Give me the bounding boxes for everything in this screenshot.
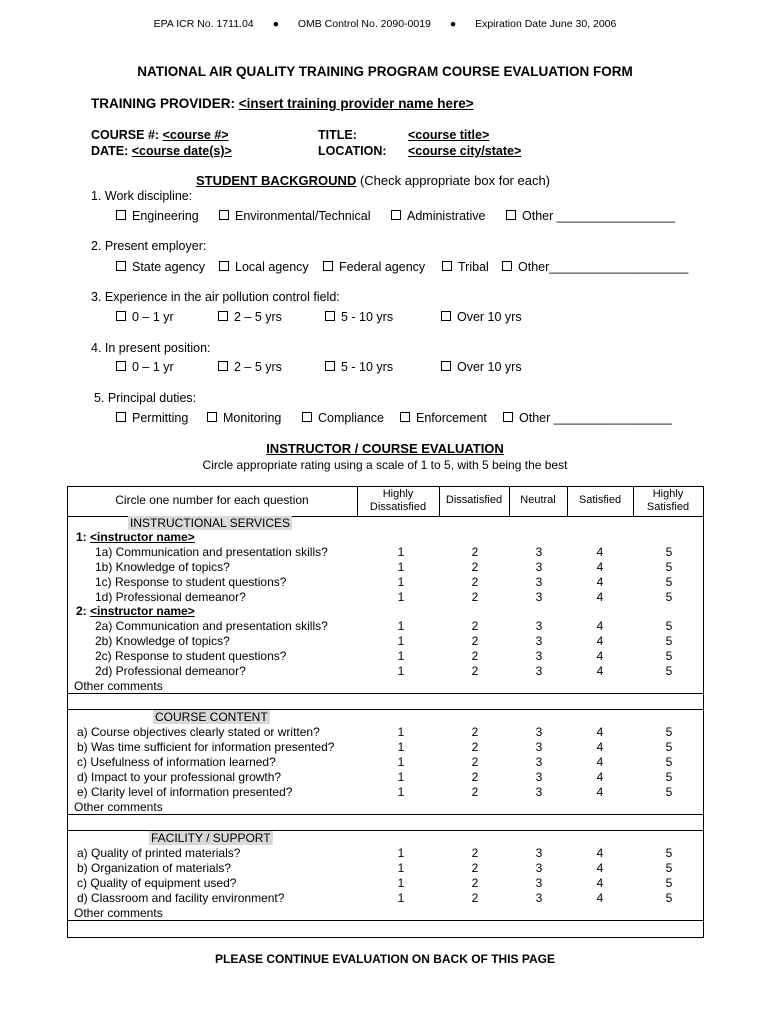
rating-option[interactable]: 3 xyxy=(535,861,543,875)
checkbox-icon[interactable] xyxy=(218,311,228,321)
course-title xyxy=(318,128,357,142)
option-local-agency[interactable]: Local agency xyxy=(219,260,309,274)
rating-option[interactable]: 5 xyxy=(665,725,673,739)
checkbox-icon[interactable] xyxy=(219,210,229,220)
question-row: a) Course objectives clearly stated or written? xyxy=(77,725,320,739)
question-row: d) Impact to your professional growth? xyxy=(77,770,282,784)
rating-option[interactable]: 5 xyxy=(665,619,673,633)
col-question: Circle one number for each question xyxy=(115,493,309,507)
checkbox-icon[interactable] xyxy=(302,412,312,422)
course-date xyxy=(91,144,232,158)
checkbox-icon[interactable] xyxy=(441,311,451,321)
course-number xyxy=(91,128,229,142)
checkbox-icon[interactable] xyxy=(400,412,410,422)
rating-option[interactable]: 1 xyxy=(397,891,405,905)
question-3: 3. Experience in the air pollution control field: xyxy=(91,290,340,304)
checkbox-icon[interactable] xyxy=(219,261,229,271)
instructor-1: 1: <instructor name> xyxy=(76,530,195,544)
question-row: 2b) Knowledge of topics? xyxy=(95,634,230,648)
option-environmental[interactable]: Environmental/Technical xyxy=(219,209,371,223)
rating-option[interactable]: 1 xyxy=(397,725,405,739)
rating-option[interactable]: 4 xyxy=(596,664,604,678)
checkbox-icon[interactable] xyxy=(391,210,401,220)
rating-option[interactable]: 2 xyxy=(471,755,479,769)
rating-option[interactable]: 2 xyxy=(471,891,479,905)
rating-option[interactable]: 4 xyxy=(596,770,604,784)
rating-option[interactable]: 3 xyxy=(535,590,543,604)
question-2: 2. Present employer: xyxy=(91,239,207,253)
rating-option[interactable]: 2 xyxy=(471,740,479,754)
rating-option[interactable]: 4 xyxy=(596,634,604,648)
title-label: TITLE: xyxy=(318,128,357,142)
sb-title: STUDENT BACKGROUND xyxy=(196,173,357,188)
rating-option[interactable]: 3 xyxy=(535,740,543,754)
rating-option[interactable]: 5 xyxy=(665,649,673,663)
rating-option[interactable]: 3 xyxy=(535,545,543,559)
other-comments-facility[interactable]: Other comments xyxy=(74,906,163,920)
other-comments-course[interactable]: Other comments xyxy=(74,800,163,814)
question-row: d) Classroom and facility environment? xyxy=(77,891,285,905)
rating-option[interactable]: 3 xyxy=(535,634,543,648)
other-comments-instructor[interactable]: Other comments xyxy=(74,679,163,693)
checkbox-icon[interactable] xyxy=(503,412,513,422)
location-label: LOCATION: xyxy=(318,144,387,158)
option-enforcement[interactable]: Enforcement xyxy=(400,411,487,425)
rating-option[interactable]: 3 xyxy=(535,725,543,739)
option-monitoring[interactable]: Monitoring xyxy=(207,411,281,425)
bullet-2: ● xyxy=(449,18,457,30)
checkbox-icon[interactable] xyxy=(218,361,228,371)
rating-option[interactable]: 3 xyxy=(535,575,543,589)
col-highly-dissatisfied: Highly Dissatisfied xyxy=(369,488,427,513)
option-exp-0-1[interactable]: 0 – 1 yr xyxy=(116,310,174,324)
question-5: 5. Principal duties: xyxy=(94,391,197,405)
evaluation-heading: INSTRUCTOR / COURSE EVALUATION xyxy=(266,441,504,456)
option-pos-0-1[interactable]: 0 – 1 yr xyxy=(116,360,174,374)
expiration-date: Expiration Date June 30, 2006 xyxy=(475,18,617,30)
date-label: DATE: xyxy=(91,144,129,158)
rating-option[interactable]: 5 xyxy=(665,891,673,905)
col-neutral: Neutral xyxy=(520,494,556,506)
option-tribal[interactable]: Tribal xyxy=(442,260,489,274)
section-instructional-services: INSTRUCTIONAL SERVICES xyxy=(130,516,291,530)
rating-option[interactable]: 3 xyxy=(535,755,543,769)
question-row: b) Was time sufficient for information presented? xyxy=(77,740,335,754)
checkbox-icon[interactable] xyxy=(441,361,451,371)
omb-number: OMB Control No. 2090-0019 xyxy=(297,18,431,30)
rating-option[interactable]: 2 xyxy=(471,634,479,648)
rating-option[interactable]: 2 xyxy=(471,590,479,604)
rating-option[interactable]: 1 xyxy=(397,560,405,574)
section-facility: FACILITY / SUPPORT xyxy=(151,831,271,845)
question-row: 2a) Communication and presentation skills? xyxy=(95,619,328,633)
rating-option[interactable]: 3 xyxy=(535,664,543,678)
rating-option[interactable]: 3 xyxy=(535,785,543,799)
rating-option[interactable]: 5 xyxy=(665,740,673,754)
question-row: 1d) Professional demeanor? xyxy=(95,590,246,604)
rating-option[interactable]: 1 xyxy=(397,545,405,559)
rating-option[interactable]: 5 xyxy=(665,664,673,678)
question-row: b) Organization of materials? xyxy=(77,861,232,875)
rating-option[interactable]: 1 xyxy=(397,590,405,604)
checkbox-icon[interactable] xyxy=(207,412,217,422)
rating-option[interactable]: 4 xyxy=(596,575,604,589)
rating-option[interactable]: 1 xyxy=(397,861,405,875)
checkbox-icon[interactable] xyxy=(502,261,512,271)
checkbox-icon[interactable] xyxy=(325,361,335,371)
rating-option[interactable]: 5 xyxy=(665,634,673,648)
rating-option[interactable]: 1 xyxy=(397,575,405,589)
rating-option[interactable]: 4 xyxy=(596,785,604,799)
question-row: 2c) Response to student questions? xyxy=(95,649,287,663)
option-pos-over-10[interactable]: Over 10 yrs xyxy=(441,360,522,374)
rating-option[interactable]: 5 xyxy=(665,575,673,589)
rating-option[interactable]: 1 xyxy=(397,770,405,784)
section-course-content: COURSE CONTENT xyxy=(155,710,268,724)
question-row: 2d) Professional demeanor? xyxy=(95,664,246,678)
rating-option[interactable]: 2 xyxy=(471,770,479,784)
rating-option[interactable]: 1 xyxy=(397,846,405,860)
rating-option[interactable]: 1 xyxy=(397,740,405,754)
rating-option[interactable]: 2 xyxy=(471,664,479,678)
rating-option[interactable]: 4 xyxy=(596,891,604,905)
rating-option[interactable]: 1 xyxy=(397,619,405,633)
date-value[interactable]: <course date(s)> xyxy=(131,144,232,158)
rating-option[interactable]: 3 xyxy=(535,770,543,784)
divider xyxy=(67,814,704,815)
icr-number: EPA ICR No. 1711.04 xyxy=(153,18,254,30)
option-exp-2-5[interactable]: 2 – 5 yrs xyxy=(218,310,282,324)
rating-option[interactable]: 1 xyxy=(397,649,405,663)
rating-option[interactable]: 5 xyxy=(665,590,673,604)
form-header xyxy=(0,18,770,30)
rating-option[interactable]: 4 xyxy=(596,861,604,875)
student-background-heading xyxy=(196,173,550,188)
course-label: COURSE #: xyxy=(91,128,160,142)
rating-option[interactable]: 4 xyxy=(596,590,604,604)
rating-option[interactable]: 3 xyxy=(535,649,543,663)
question-row: c) Quality of equipment used? xyxy=(77,876,237,890)
rating-option[interactable]: 3 xyxy=(535,876,543,890)
checkbox-icon[interactable] xyxy=(506,210,516,220)
option-exp-over-10[interactable]: Over 10 yrs xyxy=(441,310,522,324)
rating-option[interactable]: 5 xyxy=(665,861,673,875)
rating-option[interactable]: 1 xyxy=(397,755,405,769)
rating-option[interactable]: 4 xyxy=(596,846,604,860)
rating-option[interactable]: 5 xyxy=(665,876,673,890)
rating-option[interactable]: 4 xyxy=(596,876,604,890)
option-other-duties[interactable]: Other _________________ xyxy=(503,411,672,425)
rating-option[interactable]: 1 xyxy=(397,785,405,799)
option-permitting[interactable]: Permitting xyxy=(116,411,188,425)
question-row: 1a) Communication and presentation skills? xyxy=(95,545,328,559)
rating-option[interactable]: 1 xyxy=(397,876,405,890)
option-pos-5-10[interactable]: 5 - 10 yrs xyxy=(325,360,393,374)
sb-instruction: (Check appropriate box for each) xyxy=(359,173,551,188)
rating-option[interactable]: 2 xyxy=(471,876,479,890)
footer-note: PLEASE CONTINUE EVALUATION ON BACK OF THIS PAGE xyxy=(214,952,555,966)
checkbox-icon[interactable] xyxy=(116,261,126,271)
checkbox-icon[interactable] xyxy=(116,210,126,220)
question-4: 4. In present position: xyxy=(91,341,211,355)
option-state-agency[interactable]: State agency xyxy=(116,260,205,274)
question-row: a) Quality of printed materials? xyxy=(77,846,241,860)
rating-option[interactable]: 3 xyxy=(535,619,543,633)
training-provider xyxy=(91,96,474,111)
rating-option[interactable]: 2 xyxy=(471,619,479,633)
option-pos-2-5[interactable]: 2 – 5 yrs xyxy=(218,360,282,374)
question-row: 1b) Knowledge of topics? xyxy=(95,560,230,574)
checkbox-icon[interactable] xyxy=(116,412,126,422)
rating-option[interactable]: 1 xyxy=(397,664,405,678)
rating-option[interactable]: 2 xyxy=(471,846,479,860)
divider xyxy=(67,693,704,694)
option-other-employer[interactable]: Other____________________ xyxy=(502,260,688,274)
checkbox-icon[interactable] xyxy=(325,311,335,321)
rating-option[interactable]: 2 xyxy=(471,560,479,574)
rating-option[interactable]: 4 xyxy=(596,545,604,559)
option-administrative[interactable]: Administrative xyxy=(391,209,486,223)
divider xyxy=(67,920,704,921)
question-1: 1. Work discipline: xyxy=(91,189,193,203)
rating-option[interactable]: 4 xyxy=(596,725,604,739)
rating-option[interactable]: 2 xyxy=(471,545,479,559)
rating-option[interactable]: 3 xyxy=(535,846,543,860)
instructor-2: 2: <instructor name> xyxy=(76,604,195,618)
rating-option[interactable]: 3 xyxy=(535,891,543,905)
rating-option[interactable]: 4 xyxy=(596,755,604,769)
rating-option[interactable]: 4 xyxy=(596,740,604,754)
rating-option[interactable]: 5 xyxy=(665,560,673,574)
rating-option[interactable]: 2 xyxy=(471,575,479,589)
evaluation-instruction: Circle appropriate rating using a scale of 1 to 5, with 5 being the best xyxy=(202,458,568,472)
option-compliance[interactable]: Compliance xyxy=(302,411,384,425)
option-federal-agency[interactable]: Federal agency xyxy=(323,260,425,274)
rating-option[interactable]: 5 xyxy=(665,545,673,559)
checkbox-icon[interactable] xyxy=(323,261,333,271)
rating-option[interactable]: 2 xyxy=(471,649,479,663)
option-exp-5-10[interactable]: 5 - 10 yrs xyxy=(325,310,393,324)
bullet-1: ● xyxy=(272,18,279,30)
checkbox-icon[interactable] xyxy=(442,261,452,271)
rating-option[interactable]: 4 xyxy=(596,560,604,574)
rating-option[interactable]: 1 xyxy=(397,634,405,648)
question-row: e) Clarity level of information presented? xyxy=(77,785,293,799)
location-value[interactable]: <course city/state> xyxy=(408,144,522,158)
rating-option[interactable]: 5 xyxy=(665,755,673,769)
col-dissatisfied: Dissatisfied xyxy=(445,494,503,506)
rating-option[interactable]: 2 xyxy=(471,785,479,799)
rating-option[interactable]: 5 xyxy=(665,846,673,860)
option-engineering[interactable]: Engineering xyxy=(116,209,199,223)
question-row: 1c) Response to student questions? xyxy=(95,575,287,589)
rating-option[interactable]: 2 xyxy=(471,725,479,739)
checkbox-icon[interactable] xyxy=(116,311,126,321)
rating-option[interactable]: 2 xyxy=(471,861,479,875)
provider-label: TRAINING PROVIDER: xyxy=(91,96,236,111)
col-highly-satisfied: Highly Satisfied xyxy=(646,488,690,513)
form-title: NATIONAL AIR QUALITY TRAINING PROGRAM COURSE EVALUATION FORM xyxy=(137,64,633,79)
title-value[interactable]: <course title> xyxy=(408,128,490,142)
rating-option[interactable]: 4 xyxy=(596,619,604,633)
rating-option[interactable]: 4 xyxy=(596,649,604,663)
provider-value[interactable]: <insert training provider name here> xyxy=(238,96,474,111)
option-other-discipline[interactable]: Other _________________ xyxy=(506,209,675,223)
col-satisfied: Satisfied xyxy=(578,494,622,506)
question-row: c) Usefulness of information learned? xyxy=(77,755,276,769)
rating-option[interactable]: 5 xyxy=(665,770,673,784)
course-value[interactable]: <course #> xyxy=(162,128,229,142)
rating-option[interactable]: 3 xyxy=(535,560,543,574)
rating-option[interactable]: 5 xyxy=(665,785,673,799)
checkbox-icon[interactable] xyxy=(116,361,126,371)
